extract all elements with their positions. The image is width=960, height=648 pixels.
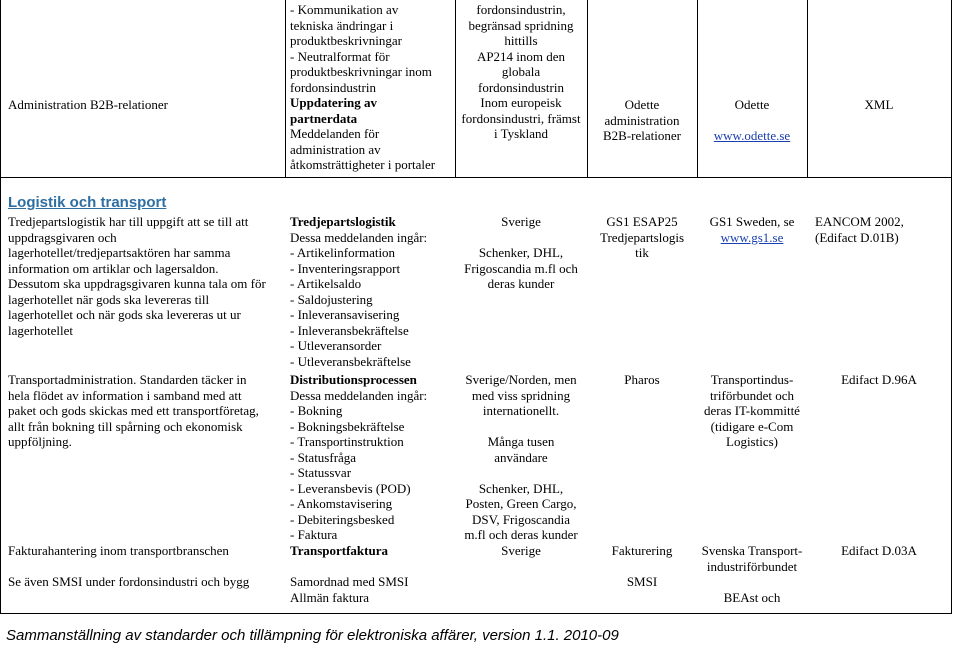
row2-usage-line: med viss spridning [471, 387, 571, 403]
row1-usage-line: Sverige [501, 214, 541, 229]
top-row-format: XML [864, 97, 894, 112]
row1-desc-line: information om artiklar och lagersaldon. [8, 260, 219, 276]
row1-format-line: EANCOM 2002, [815, 214, 904, 229]
top-row-usage-line: begränsad spridning [468, 17, 574, 33]
top-row-desc-line: - Neutralformat för [290, 48, 390, 64]
organization-link[interactable]: www.odette.se [713, 127, 791, 143]
row2-msg-line: Dessa meddelanden ingår: [290, 387, 428, 403]
row1-usage [456, 214, 586, 292]
row2-format [808, 372, 950, 388]
row2-format-line: Edifact D.96A [841, 372, 917, 387]
top-row-standard [588, 97, 696, 144]
row3-desc-line: Fakturahantering inom transportbranschen [8, 543, 229, 558]
top-row-desc-line: - Kommunikation av [290, 2, 399, 17]
row1-standard-line: GS1 ESAP25 [606, 214, 678, 229]
row2-usage-line [456, 465, 586, 481]
row3-organization [698, 543, 806, 605]
row1-msg-line: - Inleveransavisering [290, 307, 400, 322]
grid-line-v2 [285, 0, 286, 177]
top-row-desc-line: fordonsindustrin [290, 79, 376, 95]
row3-org-line [698, 574, 806, 590]
grid-line-v7 [951, 0, 952, 613]
row1-standard-line: tik [635, 245, 649, 260]
row3-msg-line: Allmän faktura [290, 589, 370, 605]
row2-standard-line: Pharos [624, 372, 660, 387]
grid-line-v4 [587, 0, 588, 177]
row2-org-line: triförbundet och [709, 387, 795, 403]
row1-desc-line: lagerhotellet [8, 322, 73, 338]
row2-usage-line: DSV, Frigoscandia [472, 511, 570, 527]
grid-line-h2 [0, 613, 952, 614]
row1-desc-line: Tredjepartslogistik har till uppgift att se till att [8, 214, 249, 229]
row3-desc-line [8, 559, 249, 575]
row3-desc-line: Se även SMSI under fordonsindustri och bygg [8, 574, 250, 589]
top-row-usage [456, 2, 586, 142]
row2-usage-line: användare [494, 449, 548, 465]
top-row-heading-line: partnerdata [290, 110, 358, 126]
top-row-heading-line: Uppdatering av [290, 95, 378, 110]
row2-usage-line: Sverige/Norden, men [465, 372, 577, 387]
row2-usage-line: Många tusen [487, 434, 555, 449]
row2-msg-line: - Debiteringsbesked [290, 511, 395, 527]
row3-msg-line [290, 559, 408, 575]
grid-line-v6 [807, 0, 808, 177]
row1-usage-line [456, 230, 586, 246]
row1-messages [290, 214, 427, 369]
row2-desc-line: paket och gods skickas med ett transportföretag, [8, 403, 259, 418]
row1-organization [698, 214, 806, 245]
top-row-usage-line: hittills [504, 33, 538, 48]
row2-standard [588, 372, 696, 388]
row3-usage-line: Sverige [501, 543, 541, 558]
row1-desc-line: lagerhotellet när gods ska levereras till [8, 291, 210, 307]
row3-msg-line: Samordnad med SMSI [290, 574, 409, 589]
row1-org-name: GS1 Sweden, se [709, 214, 795, 229]
row1-msg-line: - Saldojustering [290, 291, 373, 307]
row2-desc-line: uppföljning. [8, 434, 72, 449]
row3-format-line: Edifact D.03A [841, 543, 917, 558]
grid-line-h1 [0, 177, 952, 178]
row3-title: Transportfaktura [290, 543, 388, 558]
row1-standard [588, 214, 696, 261]
top-row-usage-line: AP214 inom den [476, 48, 566, 64]
row3-description [8, 543, 249, 590]
row2-usage-line: Schenker, DHL, [478, 480, 564, 496]
row2-description [8, 372, 259, 450]
row1-desc-line: uppdragsgivaren och [8, 229, 117, 245]
row3-format [808, 543, 950, 559]
row2-org-line: Logistics) [726, 434, 778, 449]
top-row-standard-line: administration [604, 112, 680, 128]
row1-msg-line: - Artikelsaldo [290, 276, 362, 291]
top-row-usage-line: Inom europeisk [480, 95, 562, 110]
top-row-desc-line: produktbeskrivningar inom [290, 64, 432, 79]
top-row-descriptions [290, 2, 435, 173]
top-row-body-line: administration av [290, 141, 381, 157]
row1-msg-line: - Inleveransbekräftelse [290, 322, 409, 338]
row1-org-link[interactable]: www.gs1.se [720, 229, 784, 245]
row2-msg-line: - Statussvar [290, 465, 352, 480]
row2-msg-line: - Transportinstruktion [290, 434, 404, 449]
page-footer: Sammanställning av standarder och tillämpning för elektroniska affärer, version 1.1. 2010-09 [6, 627, 619, 644]
row1-desc-line: lagerhotellet och när gods ska levereras ut ur [8, 307, 241, 322]
row1-title: Tredjepartslogistik [290, 214, 396, 229]
row3-messages [290, 543, 408, 605]
row2-msg-line: - Bokning [290, 403, 343, 418]
top-row-desc-line: produktbeskrivningar [290, 33, 402, 48]
top-row-organization [698, 97, 806, 143]
row2-desc-line: allt från bokning till spårning och ekonomisk [8, 418, 243, 434]
row3-standard-line: Fakturering [611, 543, 673, 558]
row2-msg-line: - Faktura [290, 527, 338, 542]
row2-desc-line: Transportadministration. Standarden täcker in [8, 372, 247, 387]
top-row-usage-line: fordonsindustrin, [476, 2, 566, 17]
row2-msg-line: - Ankomstavisering [290, 496, 393, 511]
row3-standard-line [588, 559, 696, 575]
row2-messages [290, 372, 427, 543]
row1-desc-line: lagerhotellet/tredjepartsaktören har samma [8, 245, 231, 260]
top-row-standard-line: B2B-relationer [603, 128, 681, 143]
row1-msg-line: - Inventeringsrapport [290, 260, 401, 276]
row3-org-line: industriförbundet [706, 558, 798, 574]
row1-usage-line: Schenker, DHL, [478, 245, 564, 260]
row2-msg-line: - Leveransbevis (POD) [290, 480, 411, 496]
row1-msg-line: - Artikelinformation [290, 245, 396, 260]
row1-usage-line: Frigoscandia m.fl och [464, 260, 578, 276]
organization-name: Odette [734, 97, 770, 112]
top-row-usage-line: i Tyskland [493, 126, 549, 141]
row3-standard [588, 543, 696, 590]
row1-description [8, 214, 266, 338]
row3-standard-line: SMSI [626, 574, 658, 589]
row2-organization [698, 372, 806, 450]
row1-desc-line: Dessutom ska uppdragsgivaren kunna tala om för [8, 276, 266, 291]
top-row-body-line: åtkomsträttigheter i portaler [290, 157, 436, 172]
row2-org-line: deras IT-kommitté [704, 403, 800, 418]
top-row-desc-line: tekniska ändringar i [290, 17, 394, 33]
top-row-category: Administration B2B-relationer [8, 97, 168, 112]
row1-format [815, 214, 904, 245]
row2-usage-line: m.fl och deras kunder [464, 527, 578, 542]
top-row-usage-line: fordonsindustrin [478, 79, 564, 95]
row1-usage-line: deras kunder [487, 276, 555, 291]
top-row-standard-line: Odette [624, 97, 660, 112]
row2-title: Distributionsprocessen [290, 372, 417, 387]
row3-org-line: Svenska Transport- [701, 543, 803, 558]
row2-usage-line: internationellt. [482, 403, 560, 418]
row2-desc-line: hela flödet av information i samband med att [8, 387, 242, 403]
top-row-usage-line: fordonsindustri, främst [461, 110, 581, 126]
row2-msg-line: - Bokningsbekräftelse [290, 418, 405, 434]
row1-msg-line: Dessa meddelanden ingår: [290, 229, 428, 245]
row1-msg-line: - Utleveransorder [290, 338, 382, 353]
section-heading: Logistik och transport [8, 194, 167, 211]
top-row-body-line: Meddelanden för [290, 126, 380, 141]
grid-line-v5 [697, 0, 698, 177]
row2-org-line: Transportindus- [710, 372, 794, 387]
row2-usage-line [456, 419, 586, 435]
row2-usage-line: Posten, Green Cargo, [465, 496, 577, 511]
row1-msg-line: - Utleveransbekräftelse [290, 353, 411, 369]
row1-format-line: (Edifact D.01B) [815, 229, 899, 245]
row3-usage [456, 543, 586, 559]
row2-msg-line: - Statusfråga [290, 449, 357, 465]
row2-usage [456, 372, 586, 543]
row1-standard-line: Tredjepartslogis [599, 229, 685, 245]
row2-org-line: (tidigare e-Com [710, 418, 794, 434]
grid-line-v1 [0, 0, 1, 613]
row3-org-line: BEAst och [723, 589, 781, 605]
top-row-usage-line: globala [501, 64, 541, 79]
